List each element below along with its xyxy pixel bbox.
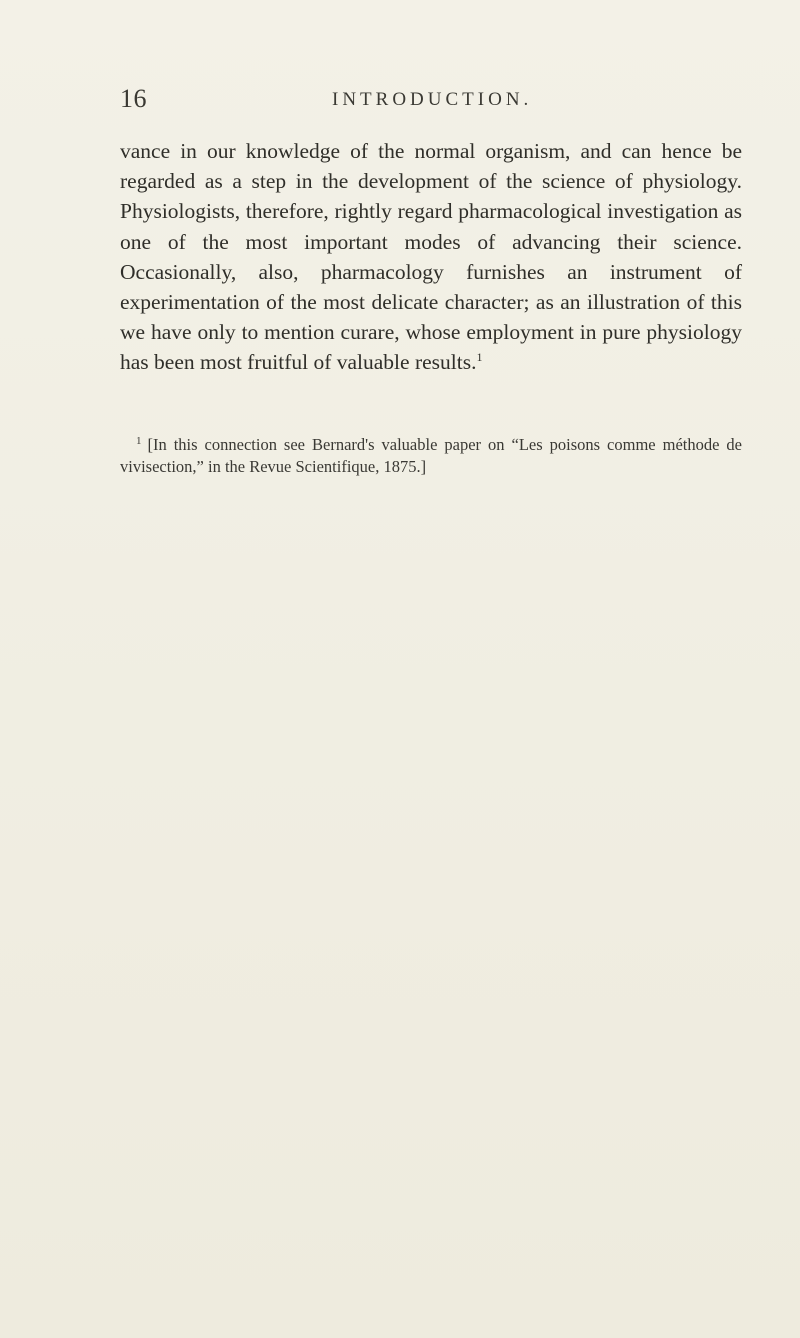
page-number: 16 bbox=[120, 84, 147, 113]
body-paragraph bbox=[120, 136, 742, 378]
page-header bbox=[120, 84, 740, 114]
body-paragraph-text: vance in our knowledge of the normal organism, and can hence be regarded as a step in the development of the science of physiology. Physiologists, therefore, rightly regard pharmacological investigation as one of the most important modes of advancing their science. Occasionally, also, pharmacology furnishes an instrument of experimentation of the most delicate character; as an illustration of this we have only to mention curare, whose employment in pure physiology has been most fruitful of valuable results. bbox=[120, 139, 742, 375]
footnote-reference: 1 bbox=[476, 350, 483, 365]
footnote bbox=[120, 434, 742, 478]
footnote-marker: 1 bbox=[136, 434, 142, 447]
footnote-text: [In this connection see Bernard's valuable paper on “Les poisons comme méthode de vivisection,” in the Revue Scientifique, 1875.] bbox=[120, 435, 742, 476]
running-head: INTRODUCTION. bbox=[332, 89, 533, 110]
